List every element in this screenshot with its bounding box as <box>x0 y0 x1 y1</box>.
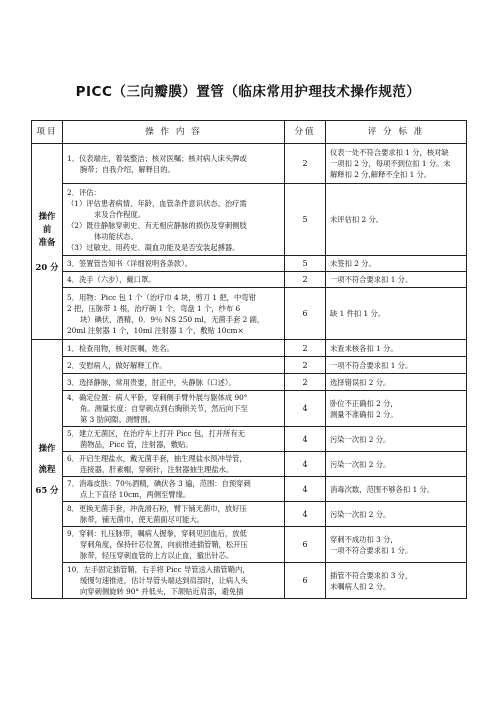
scoring-criteria <box>326 477 467 502</box>
content-line: 连接器，肝素帽，穿刺针，注射器抽生理盐水。 <box>80 465 234 474</box>
scoring-criteria <box>326 452 467 477</box>
criteria-line: 一项扣 2 分，每项不到位扣 1 分。未 <box>330 159 451 168</box>
operation-content <box>63 502 285 527</box>
content-line: 点上下直径 10cm，两侧至臂缘。 <box>80 490 191 499</box>
operation-content <box>63 272 285 288</box>
content-line: 1、仪表端庄，着装整洁；核对医嘱；核对病人床头牌或 <box>67 153 247 163</box>
section-name-line: 操作 <box>38 210 56 221</box>
content-line: 3．签置管告知书（详细说明各条款）。 <box>67 259 193 268</box>
header-content: 操 作 内 容 <box>63 121 285 144</box>
content-line: 腕带；自我介绍，解释目的。 <box>80 164 175 174</box>
content-line: 3．选择静脉，常用贵要，肘正中，头静脉（口述）。 <box>67 377 236 387</box>
criteria-line: 未嘱病人扣 2 分。 <box>330 581 391 591</box>
scoring-criteria <box>326 357 467 374</box>
content-line: 块）碘伏，酒精，0．9％ NS 250 ml，无菌手套 2 副， <box>80 314 265 324</box>
content-line: 9．穿刺：扎压脉带，嘱病人握拳，穿刺见回血后，放低 <box>67 529 247 538</box>
section-name-line: 操作 <box>38 442 56 453</box>
criteria-line: 解释扣 2 分,解释不全扣 1 分。 <box>330 170 432 179</box>
header-project: 项目 <box>32 121 63 144</box>
content-line: 5．用物：Picc 包 1 个（治疗巾 4 块，剪刀 1 把，中弯钳 <box>67 292 256 302</box>
table-row <box>32 288 467 340</box>
operation-content <box>63 391 285 427</box>
operation-content <box>63 288 285 340</box>
content-line: 4．洗手（六步），戴口罩。 <box>67 275 156 284</box>
criteria-line: 污染一次扣 2 分。 <box>330 509 391 519</box>
table-row <box>32 527 467 563</box>
section-name-line: 流程 <box>38 463 56 474</box>
section-name-line: 前 <box>42 223 52 234</box>
criteria-line: 插管不符合要求扣 3 分， <box>330 570 413 580</box>
score-value: 4 <box>285 477 326 502</box>
section-name-cell <box>32 340 63 599</box>
content-line: 7．消毒皮肤：70％酒精，碘伏各 3 遍，范围：自预穿刺 <box>67 479 251 488</box>
operation-content <box>63 477 285 502</box>
content-line: 2 把，压脉带 1 根，治疗碗 1 个，弯盘 1 个，纱布 6 <box>67 303 241 313</box>
content-line: 2．评估： <box>67 187 101 197</box>
content-line: 4．确定位置：病人平卧，穿刺侧手臂外展与躯体成 90° <box>67 393 248 402</box>
operation-content <box>63 184 285 256</box>
content-line: 求及合作程度。 <box>94 209 146 219</box>
scoring-criteria <box>326 427 467 452</box>
table-row <box>32 256 467 272</box>
scoring-criteria <box>326 272 467 288</box>
operation-content <box>63 144 285 184</box>
operation-content <box>63 340 285 357</box>
section-name-line: 65 分 <box>35 484 59 495</box>
criteria-line: 一项不符合要求扣 1 分。 <box>330 360 413 370</box>
scoring-criteria <box>326 256 467 272</box>
header-row <box>32 121 467 144</box>
scoring-criteria <box>326 391 467 427</box>
table-row <box>32 357 467 374</box>
score-value: 2 <box>285 144 326 184</box>
page-title: PICC（三向瓣膜）置管（临床常用护理技术操作规范） <box>75 84 421 100</box>
content-line: 8．更换无菌手套，冲洗滑石粉，臂下铺无菌巾，放好压 <box>67 504 247 513</box>
content-line: 20ml 注射器 1 个，10ml 注射器 1 个，敷贴 10cm× <box>67 325 244 335</box>
content-line: 向穿刺侧旋转 90° 并低头，下颌贴近肩部，避免插 <box>80 587 244 596</box>
content-line: （1）评估患者病情、年龄、血管条件意识状态、治疗需 <box>67 198 247 208</box>
section-points: 20 分 <box>35 261 59 272</box>
score-value: 5 <box>285 256 326 272</box>
section-name-cell <box>32 144 63 340</box>
table-row <box>32 477 467 502</box>
scoring-criteria <box>326 144 467 184</box>
scoring-criteria <box>326 288 467 340</box>
content-line: （2）既往静脉穿刺史、有无相应静脉的损伤及穿刺侧肢 <box>67 220 247 230</box>
table-row <box>32 144 467 184</box>
score-value: 2 <box>285 374 326 391</box>
scoring-criteria <box>326 184 467 256</box>
score-value: 5 <box>285 184 326 256</box>
content-line: 穿刺角度，保持针芯位置，向前推进插管鞘，松开压 <box>80 540 248 549</box>
criteria-line: 一项不符合要求扣 1 分。 <box>330 275 413 284</box>
score-value: 4 <box>285 452 326 477</box>
table-row <box>32 272 467 288</box>
criteria-line: 卧位不正确扣 2 分， <box>330 398 398 408</box>
scoring-criteria <box>326 374 467 391</box>
score-value: 4 <box>285 427 326 452</box>
scoring-criteria <box>326 502 467 527</box>
score-value: 6 <box>285 288 326 340</box>
criteria-line: 缺 1 件扣 1 分。 <box>330 309 386 318</box>
criteria-line: 测量不准确扣 2 分。 <box>330 409 398 419</box>
criteria-line: 仪表一处不符合要求扣 1 分，核对缺 <box>330 148 449 157</box>
content-line: 脉带，铺无菌巾，使无菌面尽可能大。 <box>80 515 205 524</box>
scoring-criteria <box>326 527 467 563</box>
content-line: 体功能状态。 <box>94 231 138 241</box>
content-line: 1．检查用物，核对医嘱，姓名。 <box>67 343 174 353</box>
table-row <box>32 502 467 527</box>
operation-content <box>63 357 285 374</box>
content-line: 5．建立无菌区，在治疗车上打开 Picc 包，打开所有无 <box>67 429 245 438</box>
table-row <box>32 184 467 256</box>
operation-content <box>63 563 285 599</box>
content-line: （3）过敏史、用药史、凝血功能及是否安装起搏器。 <box>67 242 240 252</box>
criteria-line: 选择错误扣 2 分。 <box>330 377 391 387</box>
criteria-line: 未签扣 2 分。 <box>330 259 376 268</box>
criteria-line: 消毒次数，范围不够各扣 1 分。 <box>330 484 435 494</box>
criteria-line: 未评估扣 2 分。 <box>330 215 384 224</box>
operation-content <box>63 427 285 452</box>
score-value: 6 <box>285 563 326 599</box>
operation-content <box>63 452 285 477</box>
score-value: 6 <box>285 527 326 563</box>
table-row <box>32 340 467 357</box>
operation-content <box>63 527 285 563</box>
scoring-criteria <box>326 563 467 599</box>
criteria-line: 穿刺不成功扣 3 分， <box>330 534 398 544</box>
section-name-line: 准备 <box>38 236 56 247</box>
operation-content <box>63 256 285 272</box>
table-body <box>32 144 467 599</box>
score-value: 2 <box>285 357 326 374</box>
table-row <box>32 563 467 599</box>
score-value: 4 <box>285 502 326 527</box>
table-row <box>32 391 467 427</box>
content-line: 角。测量长度：自穿刺点到右胸锁关节，然后向下至 <box>80 404 248 413</box>
content-line: 10．左手固定插管鞘，右手将 Picc 导管送入插管鞘内， <box>67 565 250 574</box>
header-score: 分值 <box>285 121 326 144</box>
criteria-line: 未查未核各扣 1 分。 <box>330 343 398 353</box>
criteria-line: 污染一次扣 2 分。 <box>330 434 391 444</box>
content-line: 脉带，轻压穿刺血管的上方以止血，撤出针芯。 <box>80 551 234 560</box>
score-value: 2 <box>285 340 326 357</box>
criteria-line: 一项不符合要求扣 1 分。 <box>330 545 413 555</box>
content-line: 菌物品，Picc 管，注射器，敷贴。 <box>80 440 193 449</box>
operation-content <box>63 374 285 391</box>
procedure-table <box>31 120 467 599</box>
content-line: 第 3 肋间隙。测臂围。 <box>80 415 155 424</box>
score-value: 4 <box>285 391 326 427</box>
content-line: 缓慢匀速推进，估计导管头端达到肩部时，让病人头 <box>80 576 248 585</box>
content-line: 2．安慰病人，做好解释工作。 <box>67 360 167 370</box>
scoring-criteria <box>326 340 467 357</box>
header-criteria: 评 分 标 准 <box>326 121 467 144</box>
content-line: 6．开启生理盐水，戴无菌手套，抽生理盐水预冲导管， <box>67 454 247 463</box>
criteria-line: 污染一次扣 2 分。 <box>330 459 391 469</box>
score-value: 2 <box>285 272 326 288</box>
table-row <box>32 374 467 391</box>
table-row <box>32 427 467 452</box>
table-row <box>32 452 467 477</box>
